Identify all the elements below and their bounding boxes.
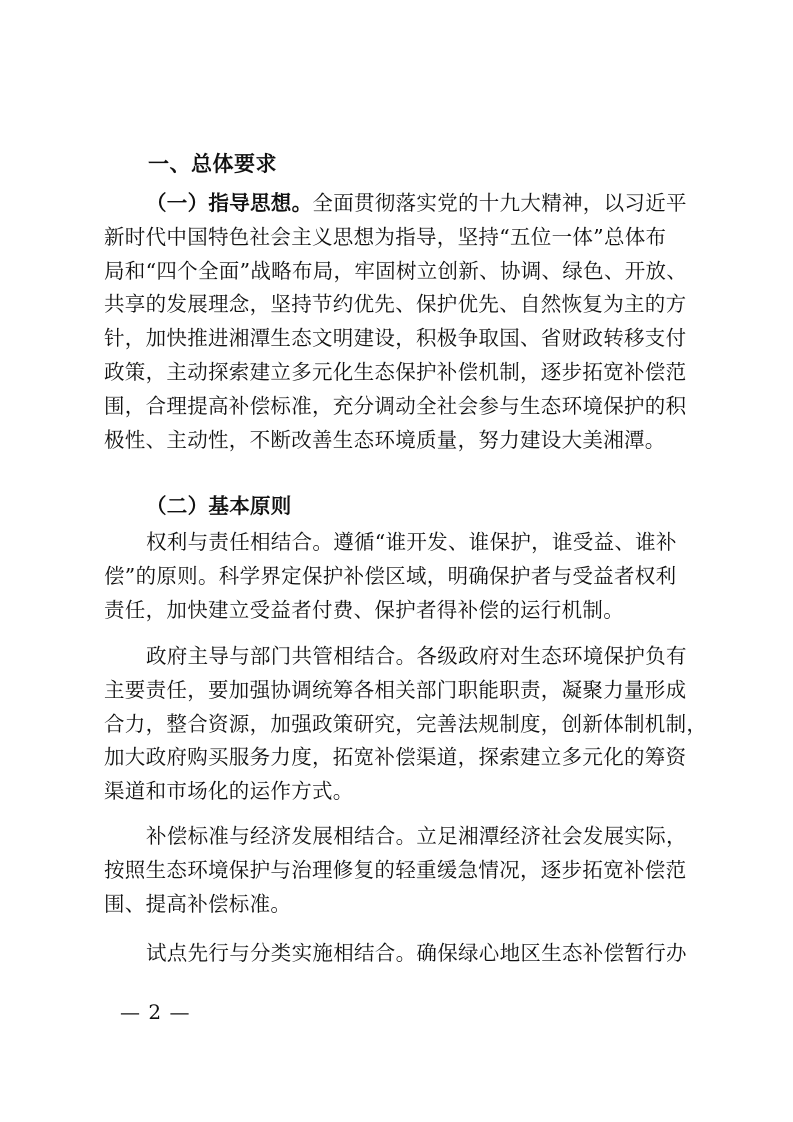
text-line: 政策，主动探索建立多元化生态保护补偿机制，逐步拓宽补偿范 — [104, 359, 687, 384]
text-line: 新时代中国特色社会主义思想为指导，坚持“五位一体”总体布 — [104, 224, 667, 249]
text-line: 共享的发展理念，坚持节约优先、保护优先、自然恢复为主的方 — [104, 292, 687, 317]
subheading-basic-principles — [104, 490, 704, 524]
text-line: 按照生态环境保护与治理修复的轻重缓急情况，逐步拓宽补偿范 — [104, 857, 687, 882]
text-line: 围，合理提高补偿标准，充分调动全社会参与生态环境保护的积 — [104, 393, 687, 418]
text-line: 政府主导与部门共管相结合。各级政府对生态环境保护负有 — [146, 644, 687, 668]
text-line: 权利与责任相结合。遵循“谁开发、谁保护，谁受益、谁补 — [146, 530, 677, 554]
text-line: 主要责任，要加强协调统筹各相关部门职能职责，凝聚力量形成 — [104, 677, 687, 702]
text-line: 极性、主动性，不断改善生态环境质量，努力建设大美湘潭。 — [104, 427, 666, 452]
paragraph-guiding-ideology — [104, 187, 704, 457]
paragraph-rights-responsibility — [104, 526, 704, 627]
sub-heading: （二）基本原则 — [146, 494, 292, 518]
text-line: 渠道和市场化的运作方式。 — [104, 779, 354, 804]
text-line: 责任，加快建立受益者付费、保护者得补偿的运行机制。 — [104, 597, 624, 622]
text-line: 合力，整合资源，加强政策研究，完善法规制度，创新体制机制， — [104, 711, 708, 736]
text-line: 偿”的原则。科学界定保护补偿区域，明确保护者与受益者权利 — [104, 563, 677, 588]
text-line: 局和“四个全面”战略布局，牢固树立创新、协调、绿色、开放、 — [104, 258, 688, 283]
paragraph-pilot-first — [104, 937, 704, 971]
text-line: 补偿标准与经济发展相结合。立足湘潭经济社会发展实际， — [146, 824, 687, 848]
text-line: （一）指导思想。全面贯彻落实党的十九大精神，以习近平 — [146, 191, 687, 215]
text-line: 试点先行与分类实施相结合。确保绿心地区生态补偿暂行办 — [146, 941, 687, 965]
page-number: — 2 — — [120, 1000, 191, 1024]
text-line: 加大政府购买服务力度，拓宽补偿渠道，探索建立多元化的筹资 — [104, 745, 687, 770]
section-heading: 一、总体要求 — [148, 152, 277, 176]
bold-lead: （一）指导思想。 — [146, 191, 313, 215]
paragraph-compensation-standard — [104, 820, 704, 921]
text-line: 针，加快推进湘潭生态文明建设，积极争取国、省财政转移支付 — [104, 326, 687, 351]
text-line: 围、提高补偿标准。 — [104, 891, 292, 916]
paragraph-government-lead — [104, 640, 708, 809]
